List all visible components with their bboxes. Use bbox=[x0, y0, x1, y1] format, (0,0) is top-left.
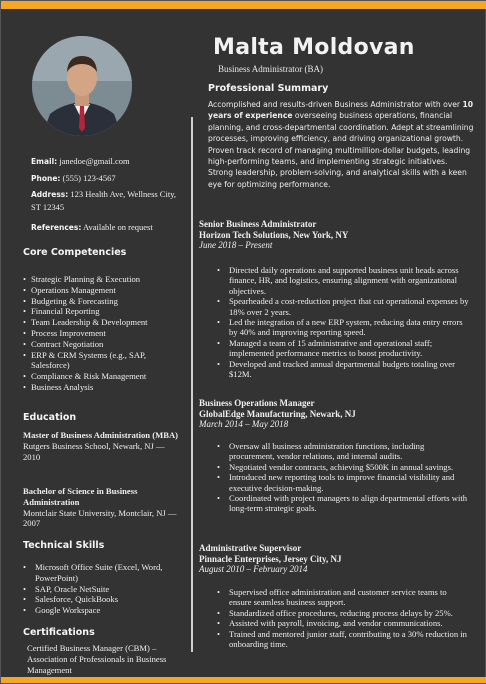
list-item: • Strategic Planning & Execution bbox=[23, 274, 181, 285]
list-item: • Team Leadership & Development bbox=[23, 317, 181, 328]
list-item: • Supervised office administration and customer service teams to ensure seamless business support. bbox=[199, 587, 471, 608]
address-value: 123 Health Ave, Wellness City, ST 12345 bbox=[31, 189, 177, 212]
list-item: • Introduced new reporting tools to improve financial visibility and executive decision-making. bbox=[199, 472, 471, 493]
summary-text bbox=[208, 99, 474, 190]
education-entry bbox=[23, 430, 179, 462]
job-bullets bbox=[199, 441, 471, 514]
job-title: Business Operations Manager bbox=[199, 398, 315, 408]
job-header bbox=[199, 543, 341, 575]
contact-references bbox=[31, 221, 181, 234]
references-label: References: bbox=[31, 223, 82, 232]
list-item: • Standardized office procedures, reducing process delays by 25%. bbox=[199, 608, 471, 618]
job-company: Pinnacle Enterprises, Jersey City, NJ bbox=[199, 553, 342, 564]
list-item: • Salesforce, QuickBooks bbox=[23, 594, 173, 605]
education-heading: Education bbox=[23, 412, 77, 423]
list-item: • Google Workspace bbox=[23, 605, 173, 616]
summary-heading: Professional Summary bbox=[208, 83, 329, 94]
references-value: Available on request bbox=[83, 222, 153, 232]
job-company: Horizon Tech Solutions, New York, NY bbox=[199, 229, 349, 240]
summary-highlight: 10 years of experience bbox=[208, 100, 474, 121]
candidate-role: Business Administrator (BA) bbox=[218, 64, 323, 74]
job-title: Administrative Supervisor bbox=[199, 543, 302, 553]
list-item: • Oversaw all business administration functions, including procurement, vendor relations, and internal audits. bbox=[199, 441, 471, 462]
list-item: • Process Improvement bbox=[23, 328, 181, 339]
degree-detail: Montclair State University, Montclair, NJ — 2007 bbox=[23, 507, 177, 529]
phone-value: (555) 123-4567 bbox=[62, 173, 116, 183]
list-item: • Business Analysis bbox=[23, 382, 181, 393]
job-bullets bbox=[199, 265, 471, 379]
bottom-accent-bar bbox=[1, 677, 486, 683]
list-item: • Led the integration of a new ERP system, reducing data entry errors by 40% and improving reporting speed. bbox=[199, 317, 471, 338]
column-divider bbox=[191, 117, 193, 652]
skills-heading: Technical Skills bbox=[23, 540, 105, 551]
list-item: • Directed daily operations and supported business unit heads across finance, HR, and logistics, ensuring alignment with organizational objectives. bbox=[199, 265, 471, 296]
list-item: • Trained and mentored junior staff, contributing to a 30% reduction in onboarding time. bbox=[199, 629, 471, 650]
job-dates: June 2018 – Present bbox=[199, 240, 273, 250]
list-item: • Budgeting & Forecasting bbox=[23, 296, 181, 307]
list-item: • Operations Management bbox=[23, 285, 181, 296]
contact-address bbox=[31, 188, 181, 213]
top-accent-bar bbox=[1, 1, 486, 9]
list-item: • Managed a team of 15 administrative and operational staff; implemented performance metrics to boost productivity. bbox=[199, 338, 471, 359]
list-item: • ERP & CRM Systems (e.g., SAP, Salesforce) bbox=[23, 350, 181, 372]
job-dates: March 2014 – May 2018 bbox=[199, 419, 289, 429]
profile-photo bbox=[32, 36, 132, 136]
candidate-name: Malta Moldovan bbox=[213, 35, 415, 60]
list-item: • Assisted with payroll, invoicing, and vendor communications. bbox=[199, 618, 471, 628]
list-item: • Microsoft Office Suite (Excel, Word, PowerPoint) bbox=[23, 562, 173, 584]
list-item: • Coordinated with project managers to align departmental efforts with long-term strategic goals. bbox=[199, 493, 471, 514]
list-item: • Spearheaded a cost-reduction project that cut operational expenses by 18% over 2 years. bbox=[199, 296, 471, 317]
summary-text-part: Accomplished and results-driven Business Administrator with over bbox=[208, 100, 463, 109]
job-bullets bbox=[199, 587, 471, 649]
summary-text-part: overseeing business operations, financial planning, and cross-departmental coordination. Adept at streamlining processes, improving efficiency, and driving organizational growth. Proven track record of managing multimillion-dollar budgets, leading high-performing teams, and implementing strategic initiatives. Strong leadership, problem-solving, and analytical skills with a keen eye for optimizing performance. bbox=[208, 111, 474, 189]
list-item: • Contract Negotiation bbox=[23, 339, 181, 350]
job-header bbox=[199, 219, 348, 251]
degree-detail: Rutgers Business School, Newark, NJ — 2010 bbox=[23, 440, 165, 462]
list-item: • Financial Reporting bbox=[23, 306, 181, 317]
email-label: Email: bbox=[31, 157, 58, 166]
address-label: Address: bbox=[31, 190, 69, 199]
skills-list bbox=[23, 562, 173, 616]
job-header bbox=[199, 398, 356, 430]
competencies-list bbox=[23, 274, 181, 393]
degree-title: Master of Business Administration (MBA) bbox=[23, 430, 179, 440]
job-title: Senior Business Administrator bbox=[199, 219, 317, 229]
education-entry bbox=[23, 486, 179, 529]
contact-phone bbox=[31, 172, 181, 185]
list-item: • Negotiated vendor contracts, achieving $500K in annual savings. bbox=[199, 462, 471, 472]
list-item: • SAP, Oracle NetSuite bbox=[23, 584, 173, 595]
competencies-heading: Core Competencies bbox=[23, 247, 127, 258]
phone-label: Phone: bbox=[31, 174, 61, 183]
certification-text: Certified Business Manager (CBM) – Association of Professionals in Business Management bbox=[27, 643, 167, 675]
certifications-heading: Certifications bbox=[23, 627, 95, 638]
list-item: • Developed and tracked annual departmental budgets totaling over $12M. bbox=[199, 359, 471, 380]
email-value: janedoe@gmail.com bbox=[59, 156, 130, 166]
job-company: GlobalEdge Manufacturing, Newark, NJ bbox=[199, 408, 356, 419]
job-dates: August 2010 – February 2014 bbox=[199, 564, 308, 574]
contact-email bbox=[31, 155, 181, 168]
list-item: • Compliance & Risk Management bbox=[23, 371, 181, 382]
degree-title: Bachelor of Science in Business Administration bbox=[23, 486, 138, 507]
